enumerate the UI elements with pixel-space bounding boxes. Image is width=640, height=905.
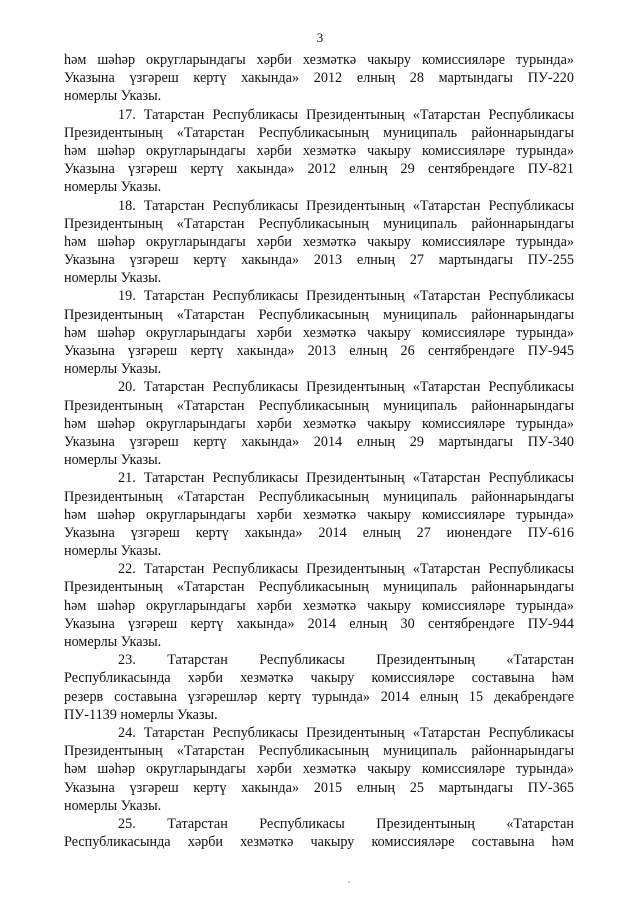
text-line: Указына үзгәреш кертү хакында» 2015 елның 25 мартындагы ПУ-365 bbox=[64, 779, 574, 796]
text-line: Указына үзгәреш кертү хакында» 2014 елның 30 сентябрендәге ПУ-944 bbox=[64, 615, 574, 632]
text-line: номерлы Указы. bbox=[64, 543, 162, 560]
text-line: Президентының «Татарстан Республикасының муниципаль районнарындагы bbox=[64, 743, 574, 760]
paragraph-20-start: 20. Татарстан Республикасы Президентының «Татарстан Республикасы bbox=[118, 379, 574, 396]
page-number: 3 bbox=[316, 30, 324, 45]
text-line: Указына үзгәреш кертү хакында» 2014 елның 29 мартындагы ПУ-340 bbox=[64, 433, 574, 450]
paragraph-21-start: 21. Татарстан Республикасы Президентының «Татарстан Республикасы bbox=[118, 470, 574, 487]
document-body bbox=[64, 51, 574, 851]
text-line: Президентының «Татарстан Республикасының муниципаль районнарындагы bbox=[64, 306, 574, 323]
text-line: номерлы Указы. bbox=[64, 634, 162, 650]
text-line: номерлы Указы. bbox=[64, 179, 162, 196]
text-line: Указына үзгәреш кертү хакында» 2014 елның 27 июнендәге ПУ-616 bbox=[64, 524, 574, 541]
text-line: Указына үзгәреш кертү хакында» 2013 елның 26 сентябрендәге ПУ-945 bbox=[64, 343, 574, 359]
text-line: Указына үзгәреш кертү хакында» 2012 елның 28 мартындагы ПУ-220 bbox=[64, 70, 574, 87]
text-line: Президентының «Татарстан Республикасының муниципаль районнарындагы bbox=[64, 124, 574, 141]
text-line: Республикасында хәрби хезмәткә чакыру комиссияләре составына һәм bbox=[64, 834, 574, 851]
paragraph-19-start: 19. Татарстан Республикасы Президентының «Татарстан Республикасы bbox=[118, 288, 574, 305]
paragraph-24-start: 24. Татарстан Республикасы Президентының «Татарстан Республикасы bbox=[118, 724, 574, 741]
text-line: һәм шәһәр округларындагы хәрби хезмәткә чакыру комиссияләре турында» bbox=[64, 324, 574, 341]
text-line: номерлы Указы. bbox=[64, 361, 162, 378]
text-line: Президентының «Татарстан Республикасының муниципаль районнарындагы bbox=[64, 215, 574, 232]
paragraph-25-start: 25. Татарстан Республикасы Президентының «Татарстан bbox=[118, 815, 574, 832]
text-line: ПУ-1139 номерлы Указы. bbox=[64, 706, 218, 723]
text-line: резерв составына үзгәрешләр кертү турында» 2014 елның 15 декабрендәге bbox=[64, 688, 574, 705]
text-line: Президентының «Татарстан Республикасының муниципаль районнарындагы bbox=[64, 579, 574, 596]
text-line: номерлы Указы. bbox=[64, 88, 162, 105]
text-line: Президентының «Татарстан Республикасының муниципаль районнарындагы bbox=[64, 397, 574, 414]
paragraph-17-start: 17. Татарстан Республикасы Президентының «Татарстан Республикасы bbox=[118, 106, 574, 123]
paragraph-23-start: 23. Татарстан Республикасы Президентының «Татарстан bbox=[118, 652, 574, 669]
text-line: һәм шәһәр округларындагы хәрби хезмәткә чакыру комиссияләре турында» bbox=[64, 142, 574, 159]
text-line: һәм шәһәр округларындагы хәрби хезмәткә чакыру комиссияләре турында» bbox=[64, 415, 574, 432]
text-line: Президентының «Татарстан Республикасының муниципаль районнарындагы bbox=[64, 488, 574, 505]
text-line: һәм шәһәр округларындагы хәрби хезмәткә чакыру комиссияләре турында» bbox=[64, 761, 574, 778]
text-line: Указына үзгәреш кертү хакында» 2012 елның 29 сентябрендәге ПУ-821 bbox=[64, 161, 574, 178]
text-line: номерлы Указы. bbox=[64, 797, 162, 814]
text-line: һәм шәһәр округларындагы хәрби хезмәткә чакыру комиссияләре турында» bbox=[64, 233, 574, 250]
paragraph-22-start: 22. Татарстан Республикасы Президентының «Татарстан Республикасы bbox=[118, 561, 574, 578]
text-line: Республикасында хәрби хезмәткә чакыру комиссияләре составына һәм bbox=[64, 670, 574, 687]
text-line: һәм шәһәр округларындагы хәрби хезмәткә чакыру комиссияләре турында» bbox=[64, 506, 574, 523]
scan-dot bbox=[348, 881, 350, 883]
text-line: һәм шәһәр округларындагы хәрби хезмәткә чакыру комиссияләре турында» bbox=[64, 52, 574, 68]
text-line: номерлы Указы. bbox=[64, 452, 162, 469]
text-line: һәм шәһәр округларындагы хәрби хезмәткә чакыру комиссияләре турында» bbox=[64, 597, 574, 614]
text-line: номерлы Указы. bbox=[64, 270, 162, 287]
text-line: Указына үзгәреш кертү хакында» 2013 елның 27 мартындагы ПУ-255 bbox=[64, 252, 574, 269]
paragraph-18-start: 18. Татарстан Республикасы Президентының «Татарстан Республикасы bbox=[118, 197, 574, 214]
